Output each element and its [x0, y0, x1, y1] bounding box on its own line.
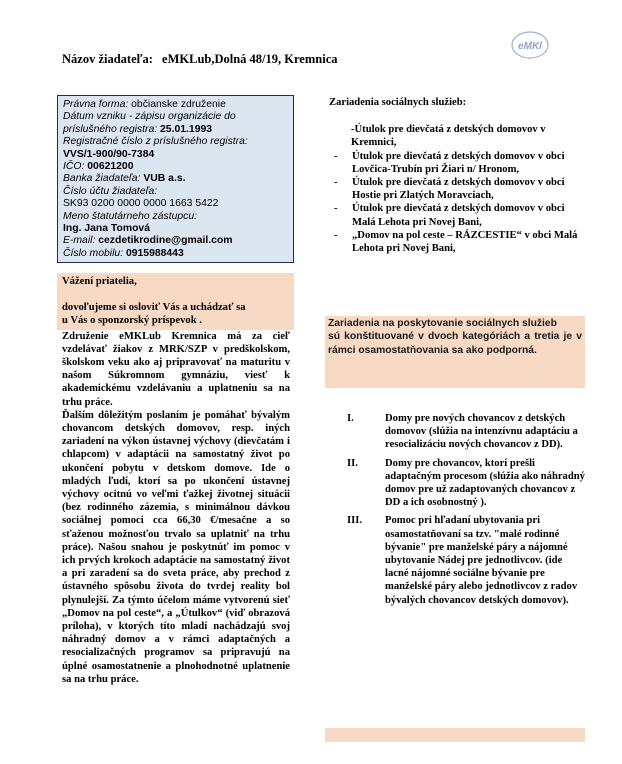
info-label: E-mail: [63, 235, 96, 247]
left-column [57, 273, 294, 686]
info-value: VVS/1-900/90-7384 [63, 148, 155, 160]
category-number: II. [347, 457, 358, 469]
category-text: Domy pre nových chovancov z detských domovov (slúžia na intenzívnu adaptáciu a resocializáciu nových chovancov z DD). [385, 413, 578, 451]
info-value: Ing. Jana Tomová [63, 223, 150, 235]
services-text: sú konštituované v dvoch kategóriách a tretia je v rámci osamostatňovania sa ako podporná. [328, 331, 582, 356]
greeting: Vážení priatelia, [62, 276, 137, 287]
applicant-value: eMKLub,Dolná 48/19, Kremnica [162, 52, 338, 66]
facilities-title: Zariadenia sociálnych služieb: [329, 97, 467, 108]
facility-first: -Útulok pre dievčatá z detských domovov v Kremnici, [351, 124, 546, 149]
info-line [63, 149, 288, 161]
info-value: 25.01.1993 [157, 123, 213, 135]
emklub-logo [510, 30, 550, 60]
category-list [325, 412, 585, 612]
info-label: Registračné číslo z príslušného registra: [63, 136, 248, 148]
svg-text:eMKl: eMKl [518, 41, 542, 52]
info-line [63, 111, 288, 123]
emklub-logo-icon [510, 30, 550, 60]
info-value: SK93 0200 0000 0000 1663 5422 [63, 198, 219, 210]
category-number: I. [347, 413, 354, 424]
info-line [63, 211, 288, 223]
info-label: príslušného registra: [63, 123, 158, 135]
info-line [63, 223, 288, 235]
info-line [63, 99, 288, 111]
info-line [63, 186, 288, 198]
facility-item: - Útulok pre dievčatá z detských domovov v obci Hostie pri Zlatých Moravciach, [327, 176, 585, 202]
paragraph-mission: Združenie eMKLub Kremnica má za cieľ vzdelávať žiakov z MRK/SZP v predškolskom, školskom veku ako aj pripravovať na maturitu v našom Súkromnom gymnáziu, viesť k akademickému vzdelávaniu a uplatneniu sa na trhu práce. [62, 330, 290, 408]
info-label: Právna forma: [63, 99, 129, 110]
right-column [327, 96, 585, 255]
info-line [63, 161, 288, 173]
info-value: cezdetikrodine@gmail.com [95, 235, 233, 247]
info-line [63, 235, 288, 247]
applicant-header [62, 52, 502, 67]
info-value: občianske združenie [128, 99, 226, 110]
info-line [63, 198, 288, 210]
info-label: IČO: [63, 161, 85, 173]
facility-item: - Útulok pre dievčatá z detských domovov v obci Malá Lehota pri Novej Bani, [327, 202, 585, 228]
greeting-block [57, 273, 294, 330]
info-label: Meno štatutárneho zástupcu: [63, 210, 198, 222]
category-item [325, 457, 585, 510]
info-line [63, 248, 288, 260]
paragraph-mission-2: Ďalším dôležitým poslaním je pomáhať bývalým chovancom detských domovov, resp. iných zariadení na výkon ústavnej výchovy (dievčatám i chlapcom) v adaptácii na samostatný život po ukončení pobytu v detskom domove. Ide o mladých ľudí, ktorí sa po ukončení ústavnej výchovy ocitnú vo veľmi ťažkej životnej situácii (bez rodinného zázemia, s minimálnou dávkou sociálnej pomoci cca 66,30 €/mesačne a so sťaženou možnosťou trvalo sa uplatniť na trhu práce). Našou snahou je poskytnúť im pomoc v ich prvých krokoch adaptácie na samostatný život a pri zaradení sa do sveta práce, aby prechod z ústavného spôsobu života do tvrdej reality bol plynulejší. Za týmto účelom máme vytvorenú sieť „Domov na pol ceste“, a „Útulkov“ (viď obrazová príloha), v ktorých títo mladí nachádzajú svoj náhradný domov a v rámci adaptačných a resocializačných programov sa pripravujú na úplné osamostatnenie a plnohodnotné uplatnenie sa na trhu práce. [62, 409, 290, 685]
category-item [325, 412, 585, 452]
intro-line-1: dovoľujeme si osloviť Vás a uchádzať sa [62, 302, 246, 314]
info-value: 00621200 [84, 161, 134, 173]
info-line [63, 124, 288, 136]
info-label: Číslo účtu žiadateľa: [63, 185, 158, 197]
info-value: VUB a.s. [140, 173, 186, 185]
services-heading: Zariadenia na poskytovanie sociálnych služieb [328, 318, 557, 329]
bottom-highlight [325, 728, 585, 742]
info-line [63, 136, 288, 148]
category-number: III. [347, 515, 363, 527]
info-line [63, 173, 288, 185]
facility-item: - „Domov na pol ceste – RÁZCESTIE“ v obci Malá Lehota pri Novej Bani, [327, 229, 585, 255]
info-label: Číslo mobilu: [63, 247, 124, 259]
info-label: Banka žiadateľa: [63, 173, 141, 185]
facility-item: - Útulok pre dievčatá z detských domovov v obci Lovčica-Trubín pri Žiari n/ Hronom, [327, 150, 585, 176]
category-text: Pomoc pri hľadaní ubytovania pri osamostatňovaní sa tzv. "malé rodinné bývanie" pre manželské páry a nájomné ubytovanie Nádej pre jednotlivcov. (ide lacné nájomné sociálne bývanie pre manželské páry alebo jednotlivcov z radov bývalých chovancov detských domovov). [385, 515, 578, 606]
organization-info-box [57, 95, 294, 263]
category-item [325, 514, 585, 606]
services-block [325, 316, 585, 388]
intro-line-2: u Vás o sponzorský príspevok . [62, 315, 202, 327]
applicant-label: Názov žiadateľa: [62, 52, 153, 66]
info-value: 0915988443 [123, 247, 184, 259]
info-label: Dátum vzniku - zápisu organizácie do [63, 111, 236, 123]
category-text: Domy pre chovancov, ktorí prešli adaptačným procesom (slúžia ako náhradný domov pre už zadaptovaných chovancov z DD a ich osobnostný ). [385, 457, 585, 509]
facility-list [327, 150, 585, 256]
